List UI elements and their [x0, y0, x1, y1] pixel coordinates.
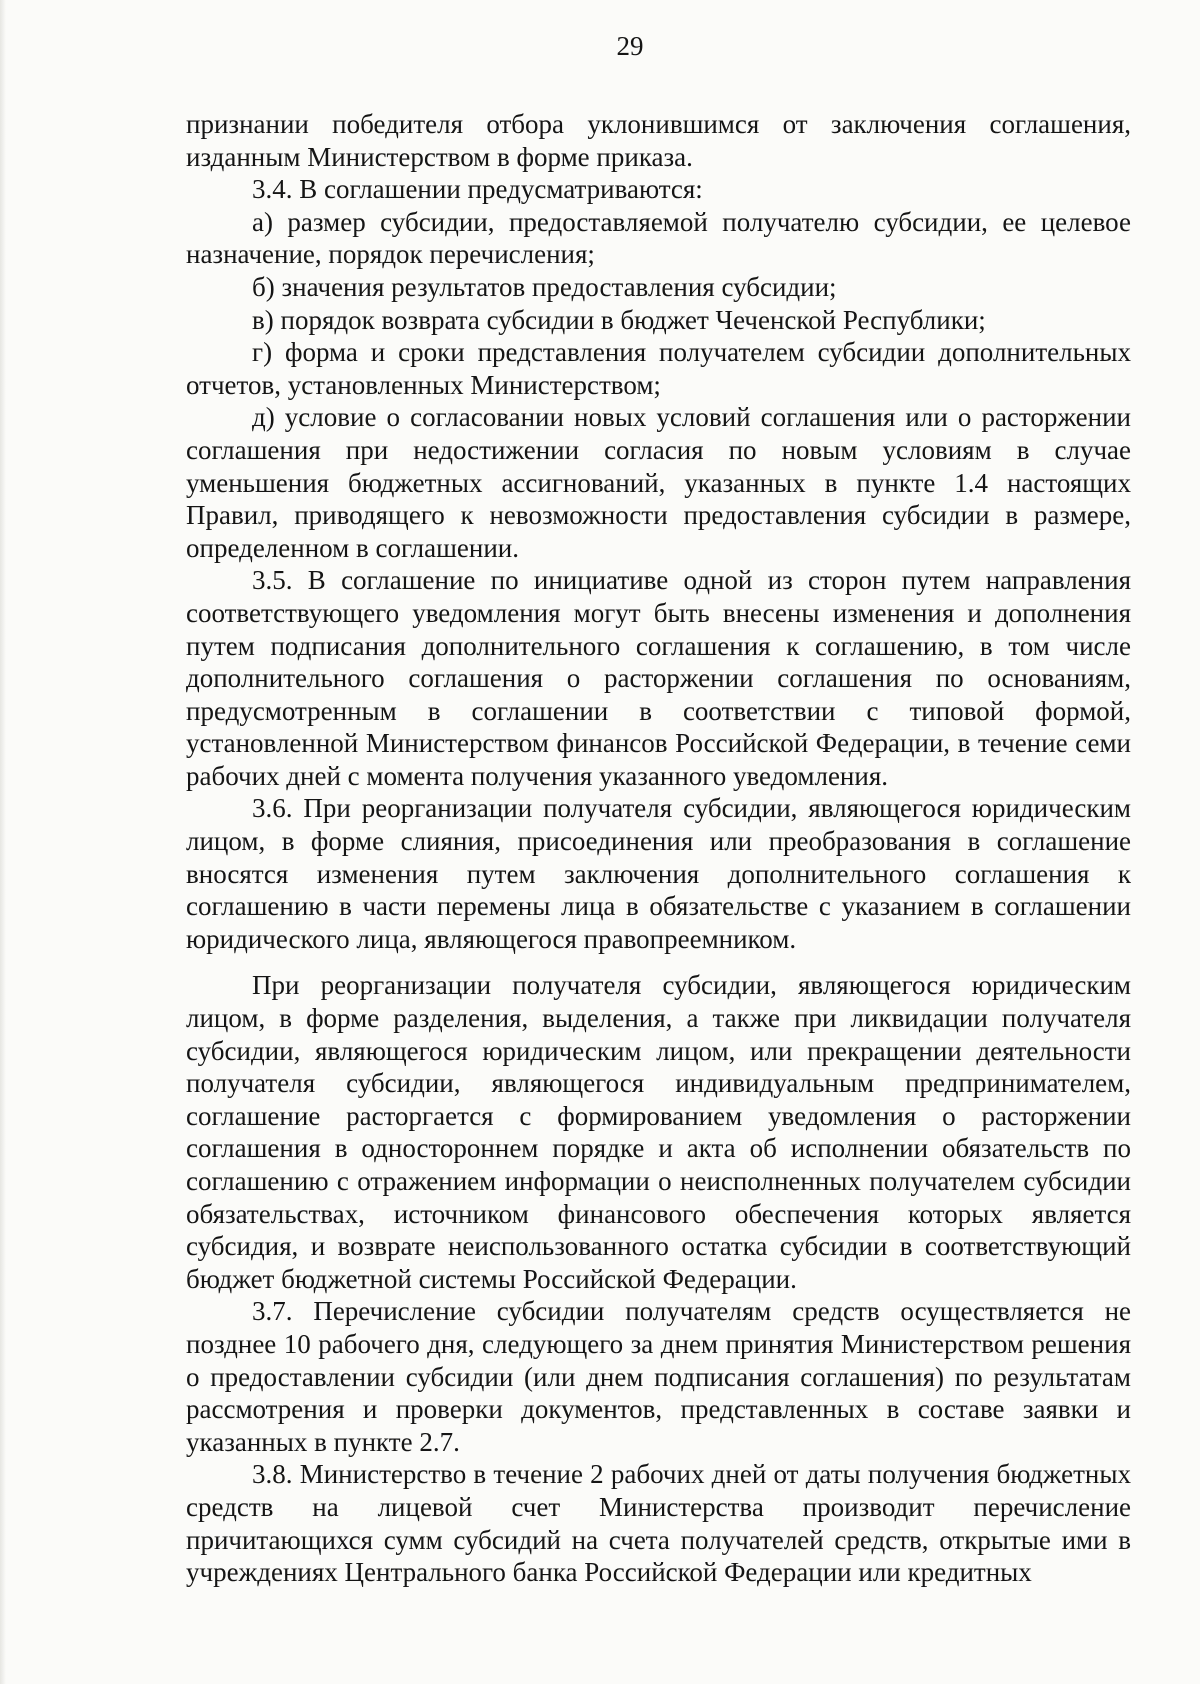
paragraph-reorganization: При реорганизации получателя субсидии, являющегося юридическим лицом, в форме разделения, выделения, а также при ликвидации получателя субсидии, являющегося юридическим лицом, или прекращении деятельности получателя субсидии, являющегося индивидуальным предпринимателем, соглашение расторгается с формированием уведомления о расторжении соглашения в одностороннем порядке и акта об исполнении обязательств по соглашению с отражением информации о неисполненных получателем субсидии обязательствах, источником финансового обеспечения которых является субсидия, и возврате неиспользованного остатка субсидии в соответствующий бюджет бюджетной системы Российской Федерации.: [186, 970, 1131, 1294]
paragraph-3-6: 3.6. При реорганизации получателя субсидии, являющегося юридическим лицом, в форме слияния, присоединения или преобразования в соглашение вносятся изменения путем заключения дополнительного соглашения к соглашению в части перемены лица в обязательстве с указанием в соглашении юридического лица, являющегося правопреемником.: [186, 793, 1131, 954]
page-number: 29: [616, 31, 644, 61]
list-item-a: а) размер субсидии, предоставляемой получателю субсидии, ее целевое назначение, порядок перечисления;: [186, 206, 1131, 270]
paragraph-3-7: 3.7. Перечисление субсидии получателям средств осуществляется не позднее 10 рабочего дня, следующего за днем принятия Министерством решения о предоставлении субсидии (или днем подписания соглашения) по результатам рассмотрения и проверки документов, представленных в составе заявки и указанных в пункте 2.7.: [186, 1296, 1131, 1457]
list-item-g: г) форма и сроки представления получателем субсидии дополнительных отчетов, установленных Министерством;: [186, 337, 1131, 400]
list-item-b: б) значения результатов предоставления субсидии;: [252, 271, 837, 302]
document-body: [186, 108, 1131, 1589]
paragraph-3-4: 3.4. В соглашении предусматриваются:: [252, 174, 703, 205]
scan-edge: [0, 0, 6, 1684]
list-item-d: д) условие о согласовании новых условий соглашения или о расторжении соглашения при недостижении согласия по новым условиям в случае уменьшения бюджетных ассигнований, указанных в пункте 1.4 настоящих Правил, приводящего к невозможности предоставления субсидии в размере, определенном в соглашении.: [186, 402, 1131, 563]
list-item-v: в) порядок возврата субсидии в бюджет Чеченской Республики;: [252, 304, 986, 335]
paragraph-3-5: 3.5. В соглашение по инициативе одной из сторон путем направления соответствующего уведомления могут быть внесены изменения и дополнения путем подписания дополнительного соглашения к соглашению, в том числе дополнительного соглашения о расторжении соглашения по основаниям, предусмотренным в соглашении в соответствии с типовой формой, установленной Министерством финансов Российской Федерации, в течение семи рабочих дней с момента получения указанного уведомления.: [186, 565, 1131, 791]
paragraph-continuation: признании победителя отбора уклонившимся от заключения соглашения, изданным Министерством в форме приказа.: [186, 109, 1131, 172]
paragraph-3-8: 3.8. Министерство в течение 2 рабочих дней от даты получения бюджетных средств на лицевой счет Министерства производит перечисление причитающихся сумм субсидий на счета получателей средств, открытые ими в учреждениях Центрального банка Российской Федерации или кредитных: [186, 1459, 1131, 1588]
